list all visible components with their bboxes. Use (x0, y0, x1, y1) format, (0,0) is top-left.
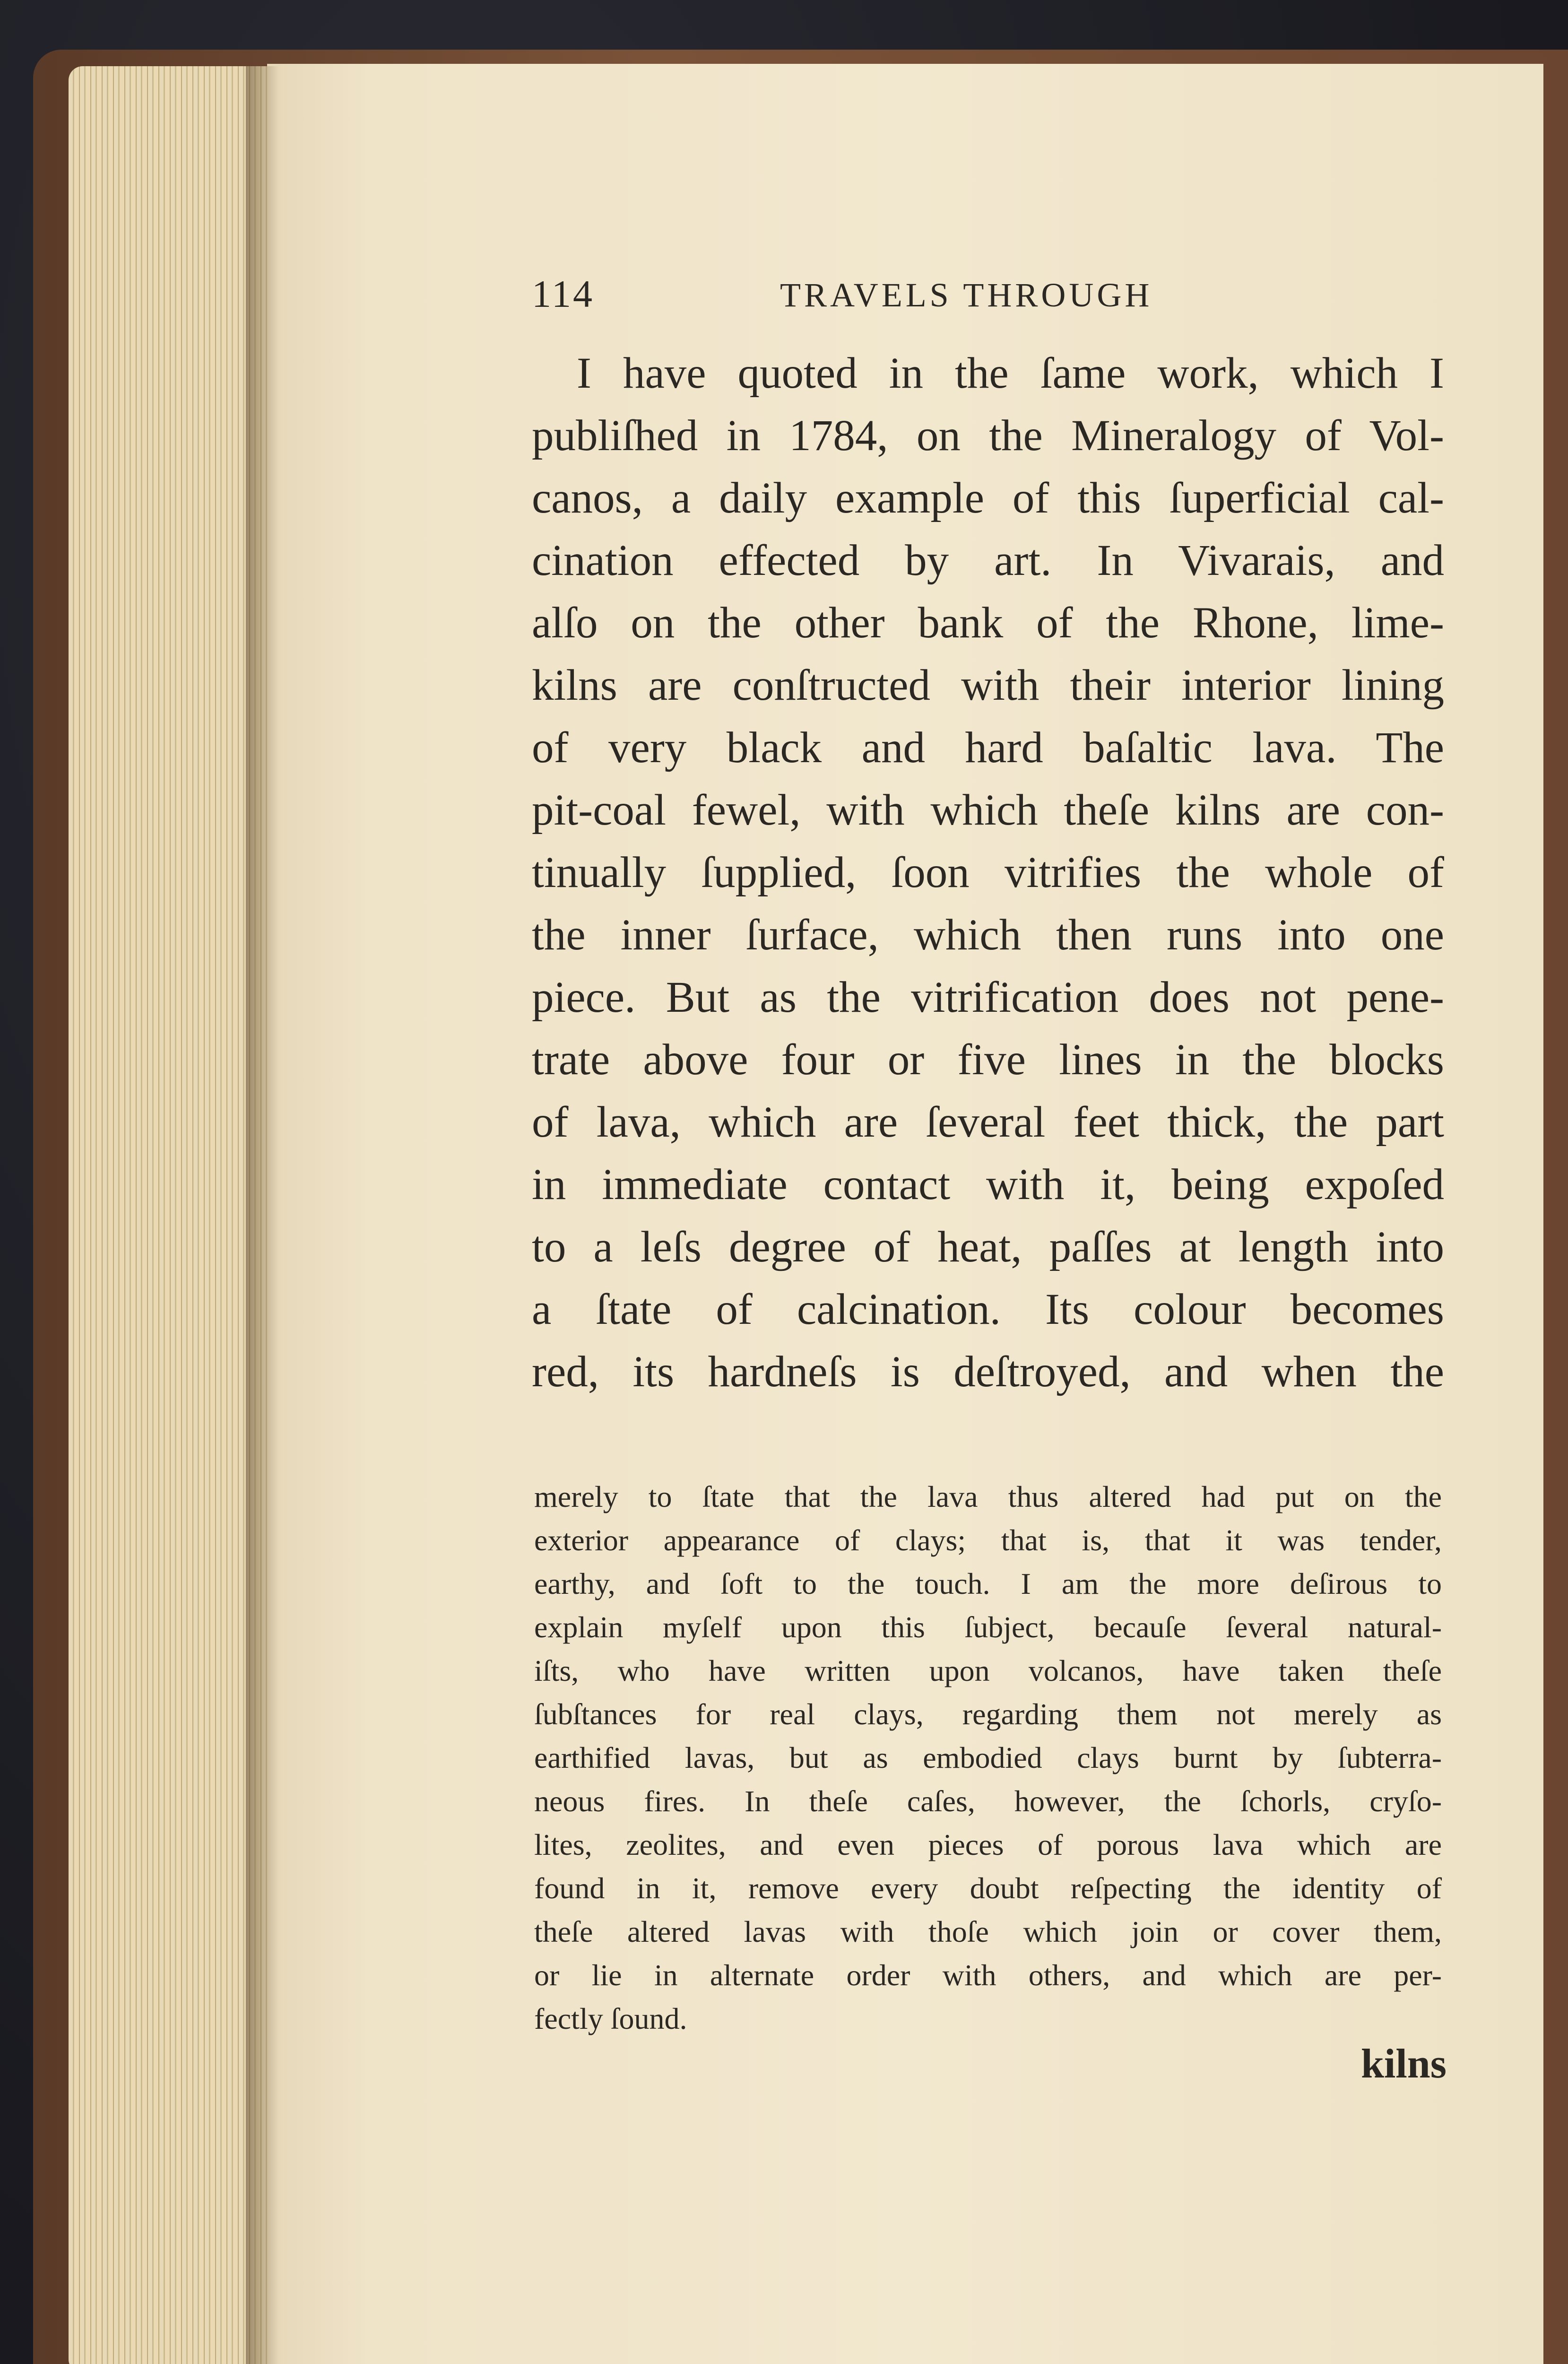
footnote-line: fectly ſound. (534, 2002, 687, 2035)
body-line: pit-coal fewel, with which theſe kilns are con- (532, 786, 1444, 834)
page-number: 114 (532, 272, 594, 315)
body-line: canos, a daily example of this ſuperficial cal- (532, 474, 1444, 522)
footnote-line: lites, zeolites, and even pieces of porous lava which are (534, 1828, 1442, 1861)
footnote-line: earthy, and ſoft to the touch. I am the more deſirous to (534, 1567, 1442, 1600)
body-line: I have quoted in the ſame work, which I (577, 349, 1444, 398)
catchword: kilns (1360, 2041, 1447, 2087)
gutter-shadow (246, 66, 279, 2364)
body-line: piece. But as the vitrification does not pene- (532, 973, 1444, 1022)
body-line: publiſhed in 1784, on the Mineralogy of Vol- (532, 411, 1444, 460)
body-line: cination effected by art. In Vivarais, and (532, 536, 1444, 585)
footnote-line: theſe altered lavas with thoſe which join or cover them, (534, 1915, 1442, 1948)
page-edges (69, 66, 267, 2364)
body-line: kilns are conſtructed with their interior lining (532, 661, 1444, 710)
footnote-line: iſts, who have written upon volcanos, have taken theſe (534, 1654, 1442, 1687)
footnote-line: or lie in alternate order with others, and which are per- (534, 1958, 1442, 1992)
footnote-line: earthified lavas, but as embodied clays burnt by ſubterra- (534, 1741, 1442, 1774)
body-line: to a leſs degree of heat, paſſes at length into (532, 1223, 1444, 1271)
body-line: tinually ſupplied, ſoon vitrifies the whole of (532, 848, 1444, 897)
body-line: the inner ſurface, which then runs into one (532, 911, 1444, 959)
running-title: TRAVELS THROUGH (780, 276, 1153, 314)
body-line: alſo on the other bank of the Rhone, lime- (532, 599, 1444, 647)
body-line: of very black and hard baſaltic lava. The (532, 723, 1444, 772)
running-header (532, 272, 1444, 324)
body-line: a ſtate of calcination. Its colour becomes (532, 1285, 1444, 1334)
footnote-line: explain myſelf upon this ſubject, becauſe ſeveral natural- (534, 1610, 1442, 1644)
body-line: trate above four or five lines in the blocks (532, 1035, 1444, 1084)
footnote-line: neous fires. In theſe caſes, however, the ſchorls, cryſo- (534, 1784, 1442, 1818)
footnote-line: exterior appearance of clays; that is, that it was tender, (534, 1523, 1442, 1557)
body-line: red, its hardneſs is deſtroyed, and when the (532, 1347, 1444, 1396)
footnote-line: found in it, remove every doubt reſpecting the identity of (534, 1871, 1442, 1905)
footnote-line: merely to ſtate that the lava thus altered had put on the (534, 1480, 1442, 1513)
footnote-line: ſubſtances for real clays, regarding them not merely as (534, 1697, 1442, 1731)
body-line: of lava, which are ſeveral feet thick, the part (532, 1098, 1444, 1147)
body-line: in immediate contact with it, being expoſed (532, 1160, 1444, 1209)
